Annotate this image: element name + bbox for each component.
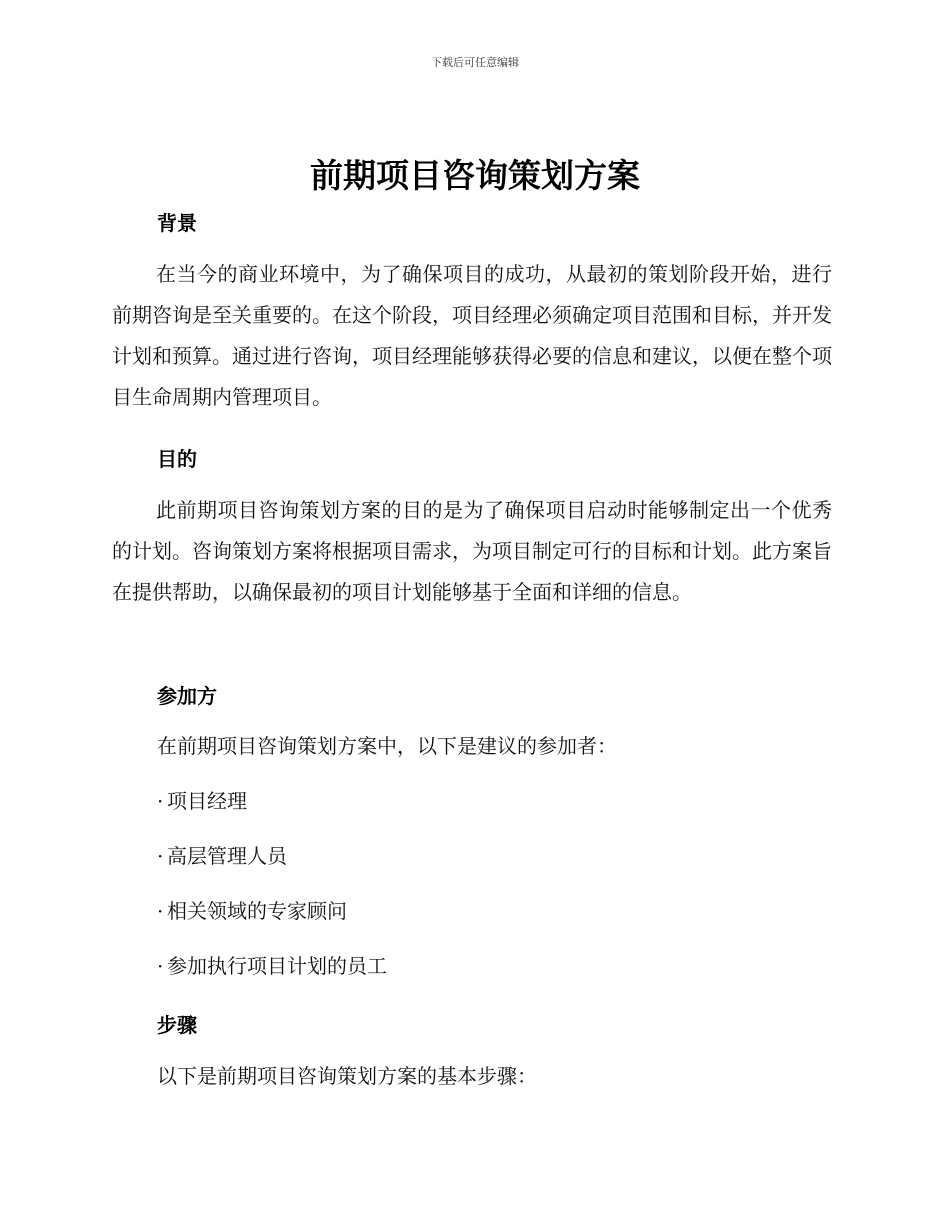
section-heading-background: 背景	[157, 211, 197, 235]
list-item	[157, 952, 387, 980]
document-title: 前期项目咨询策划方案	[310, 156, 640, 195]
bullet-dot: ·	[157, 844, 164, 868]
list-item-label: 高层管理人员	[167, 844, 287, 868]
section-heading-purpose: 目的	[157, 447, 197, 471]
page-header-note: 下载后可任意编辑	[431, 56, 519, 69]
list-item	[157, 897, 347, 925]
list-item	[157, 787, 247, 815]
bullet-dot: ·	[157, 789, 164, 813]
list-item	[157, 842, 287, 870]
list-item-label: 项目经理	[167, 789, 247, 813]
paragraph-purpose: 此前期项目咨询策划方案的目的是为了确保项目启动时能够制定出一个优秀的计划。咨询策划方案将根据项目需求，为项目制定可行的目标和计划。此方案旨在提供帮助，以确保最初的项目计划能够基于全面和详细的信息。	[112, 498, 832, 604]
participants-intro: 在前期项目咨询策划方案中，以下是建议的参加者：	[157, 734, 617, 758]
section-heading-participants: 参加方	[157, 684, 217, 708]
list-item-label: 参加执行项目计划的员工	[167, 954, 387, 978]
steps-intro: 以下是前期项目咨询策划方案的基本步骤：	[157, 1064, 537, 1088]
section-heading-steps: 步骤	[157, 1013, 197, 1037]
list-item-label: 相关领域的专家顾问	[167, 899, 347, 923]
bullet-dot: ·	[157, 899, 164, 923]
paragraph-background: 在当今的商业环境中，为了确保项目的成功，从最初的策划阶段开始，进行前期咨询是至关重要的。在这个阶段，项目经理必须确定项目范围和目标，并开发计划和预算。通过进行咨询，项目经理能够获得必要的信息和建议，以便在整个项目生命周期内管理项目。	[112, 262, 832, 409]
bullet-dot: ·	[157, 954, 164, 978]
